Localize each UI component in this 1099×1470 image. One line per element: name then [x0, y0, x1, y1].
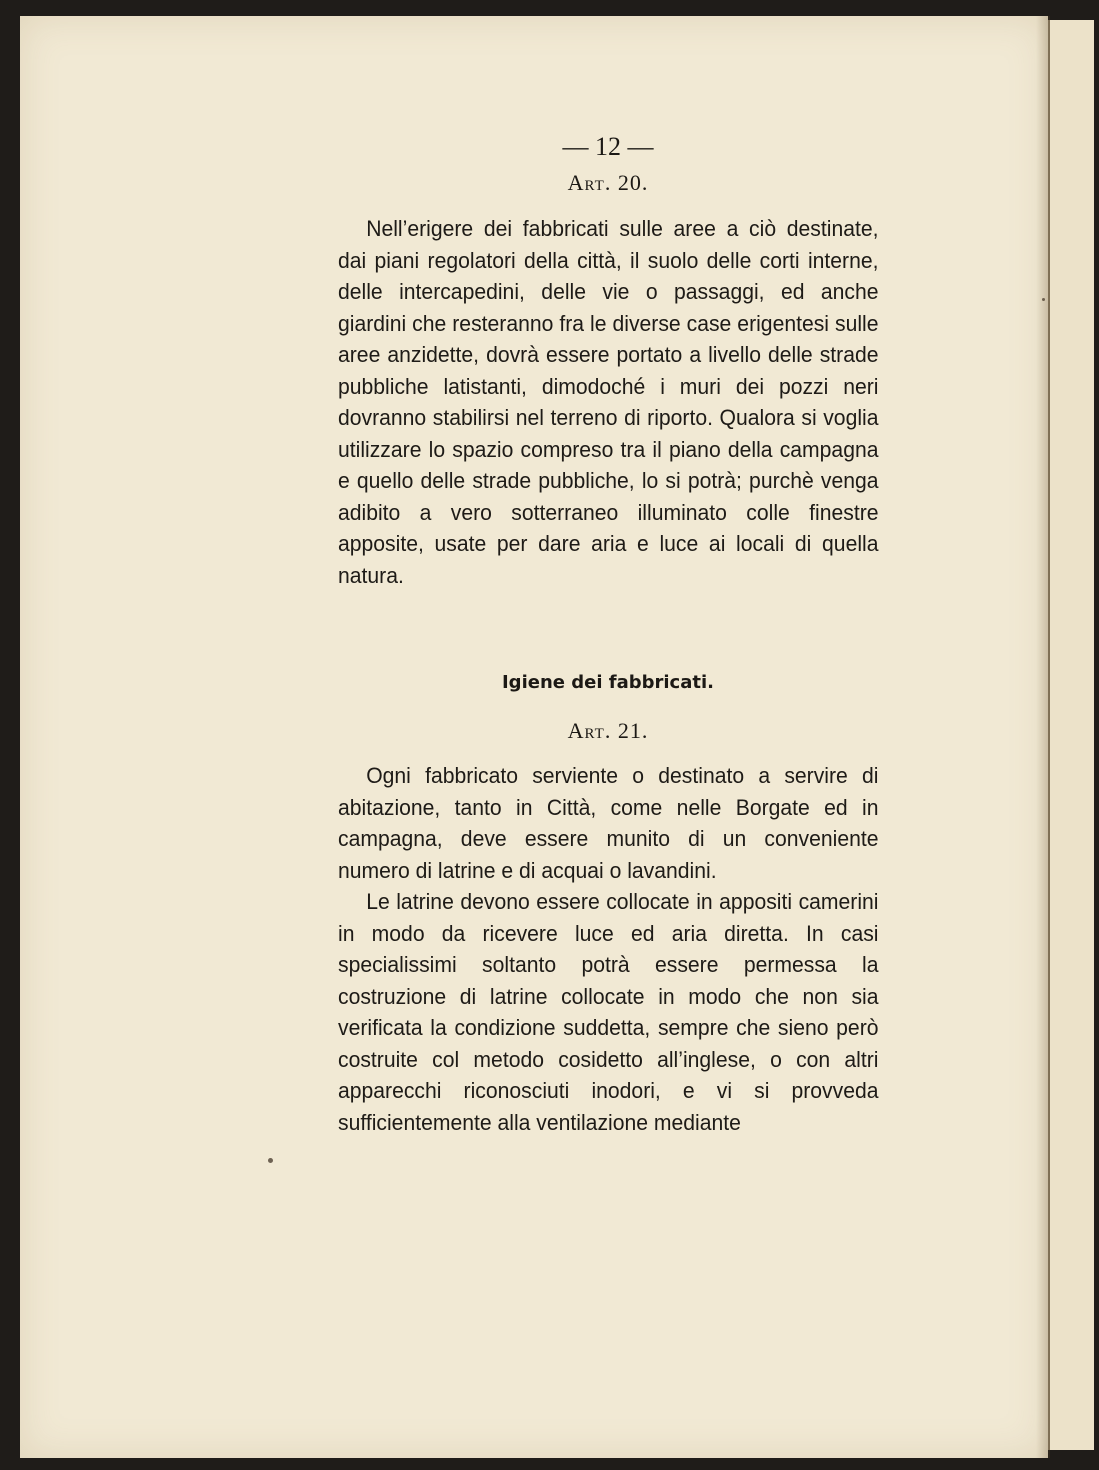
article-21-paragraph-2: Le latrine devono essere collocate in appositi camerini in modo da ricevere luce ed aria diretta. In casi specialissimi soltanto potrà essere permessa la costruzione di latrine collocate in modo che non sia verificata la condizione suddetta, sempre che sieno però costruite col metodo cosidetto all’inglese, o con altri apparecchi riconosciuti inodori, e vi si provveda sufficientemente alla ventilazione mediante [338, 889, 879, 1135]
article-20-paragraph: Nell’erigere dei fabbricati sulle aree a ciò destinate, dai piani regolatori della città, il suolo delle corti interne, delle intercapedini, delle vie o passaggi, ed anche giardini che resteranno fra le diverse case erigentesi sulle aree anzidette, dovrà essere portato a livello delle strade pubbliche latistanti, dimodoché i muri dei pozzi neri dovranno stabilirsi nel terreno di riporto. Qualora si voglia utilizzare lo spazio compreso tra il piano della campagna e quello delle strade pubbliche, lo si potrà; purchè venga adibito a vero sotterraneo illuminato colle finestre apposite, usate per dare aria e luce ai locali di quella natura. [338, 216, 879, 588]
article-21-heading: Art. 21. [567, 718, 649, 743]
page-gutter-shadow [1036, 16, 1050, 1458]
article-21-paragraph-1: Ogni fabbricato serviente o destinato a servire di abitazione, tanto in Città, come nelle Borgate ed in campagna, deve essere munito di un conveniente numero di latrine e di acquai o lavandini. [338, 763, 879, 883]
section-title: Igiene dei fabbricati. [501, 672, 714, 693]
paper-speck [268, 1158, 273, 1163]
next-page-edge [1048, 20, 1094, 1450]
page-number: — 12 — [562, 132, 654, 161]
article-20-heading: Art. 20. [567, 170, 649, 195]
